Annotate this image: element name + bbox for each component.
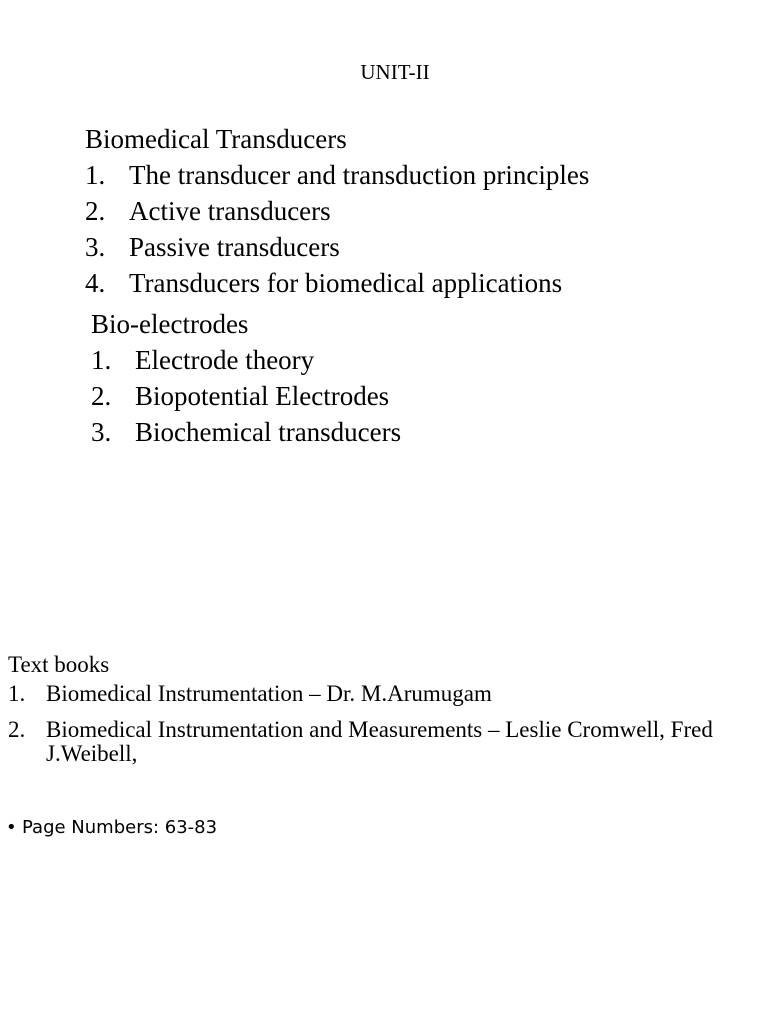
list-item <box>85 229 589 265</box>
item-number: 1. <box>91 345 112 375</box>
topic-list <box>85 157 589 301</box>
page-title: UNIT-II <box>360 60 430 84</box>
item-number: 2. <box>91 381 112 411</box>
item-text: Biomedical Instrumentation – Dr. M.Arumugam <box>46 681 492 706</box>
item-number: 4. <box>85 268 106 298</box>
item-text: Electrode theory <box>135 345 315 375</box>
list-item <box>85 265 589 301</box>
list-item <box>91 378 401 414</box>
item-text: Biomedical Instrumentation and Measurements – Leslie Cromwell, Fred J.Weibell, <box>46 717 713 766</box>
textbooks-heading: Text books <box>8 652 110 677</box>
item-text: Biochemical transducers <box>135 417 402 447</box>
list-item <box>85 157 589 193</box>
textbook-item <box>8 682 758 706</box>
page-numbers-text: Page Numbers: 63-83 <box>22 817 218 838</box>
section-biomedical-transducers <box>85 121 589 301</box>
list-item <box>85 193 589 229</box>
section-heading: Bio-electrodes <box>91 309 249 339</box>
item-text: Active transducers <box>129 196 331 226</box>
item-number: 1. <box>85 160 106 190</box>
item-number: 3. <box>91 417 112 447</box>
topic-list <box>91 342 401 450</box>
page-numbers-note <box>6 816 217 840</box>
list-item <box>91 342 401 378</box>
bullet-icon: • <box>6 817 17 838</box>
item-text: Transducers for biomedical applications <box>129 268 563 298</box>
section-bio-electrodes <box>91 306 401 450</box>
textbook-list <box>8 682 758 766</box>
item-number: 1. <box>8 681 26 706</box>
section-heading: Biomedical Transducers <box>85 124 347 154</box>
list-item <box>91 414 401 450</box>
item-text: Passive transducers <box>129 232 340 262</box>
item-number: 2. <box>8 717 26 742</box>
textbooks-section <box>8 650 758 778</box>
item-text: The transducer and transduction principles <box>129 160 590 190</box>
item-text: Biopotential Electrodes <box>135 381 390 411</box>
item-number: 3. <box>85 232 106 262</box>
textbook-item <box>8 718 758 766</box>
item-number: 2. <box>85 196 106 226</box>
